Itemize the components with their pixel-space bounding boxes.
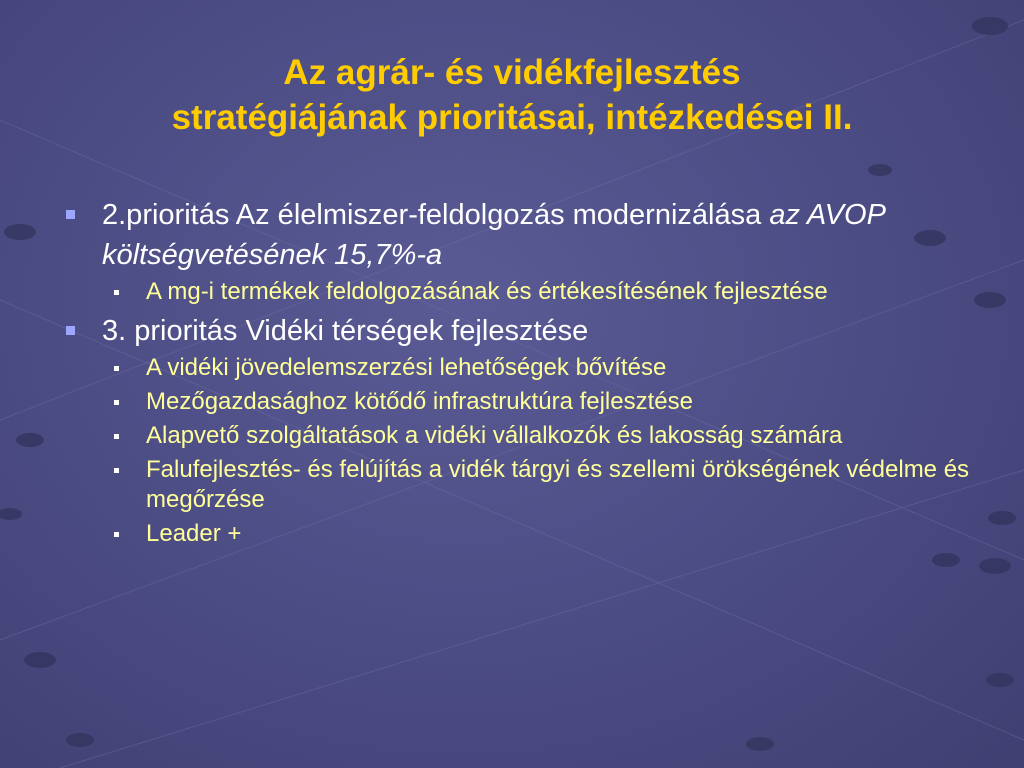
square-bullet-icon (114, 400, 119, 405)
slide-title (40, 50, 984, 140)
square-bullet-icon (114, 366, 119, 371)
square-bullet-icon (114, 434, 119, 439)
sub-list-item (64, 277, 986, 307)
square-bullet-icon (114, 290, 119, 295)
sub-list-item (64, 353, 986, 383)
sub-list-item (64, 421, 986, 451)
bullet-list (64, 195, 984, 553)
list-item-text: 3. prioritás Vidéki térségek fejlesztése (102, 315, 589, 347)
list-item-italic-text: az AVOP költségvetésének 15,7%-a (102, 199, 885, 271)
square-bullet-icon (114, 468, 119, 473)
title-line-2: stratégiájának prioritásai, intézkedései II. (171, 98, 853, 137)
square-bullet-icon (66, 210, 75, 219)
list-item-priority-3 (64, 311, 984, 351)
list-item-priority-2 (64, 195, 984, 275)
sub-list-item (64, 455, 986, 515)
sub-list-item-text: Falufejlesztés- és felújítás a vidék tárgyi és szellemi örökségének védelme és megőrzése (146, 456, 970, 513)
title-line-1: Az agrár- és vidékfejlesztés (283, 53, 741, 92)
list-item-text: 2.prioritás Az élelmiszer-feldolgozás modernizálása (102, 199, 762, 231)
sub-list-item-text: A vidéki jövedelemszerzési lehetőségek bővítése (146, 354, 667, 381)
square-bullet-icon (66, 326, 75, 335)
sub-list-item-text: Mezőgazdasághoz kötődő infrastruktúra fejlesztése (146, 388, 693, 415)
sub-list-item-text: Leader + (146, 520, 242, 547)
sub-list-item (64, 387, 986, 417)
sub-list-item (64, 519, 986, 549)
sub-list-item-text: A mg-i termékek feldolgozásának és értékesítésének fejlesztése (146, 278, 828, 305)
sub-list-item-text: Alapvető szolgáltatások a vidéki vállalkozók és lakosság számára (146, 422, 843, 449)
square-bullet-icon (114, 532, 119, 537)
